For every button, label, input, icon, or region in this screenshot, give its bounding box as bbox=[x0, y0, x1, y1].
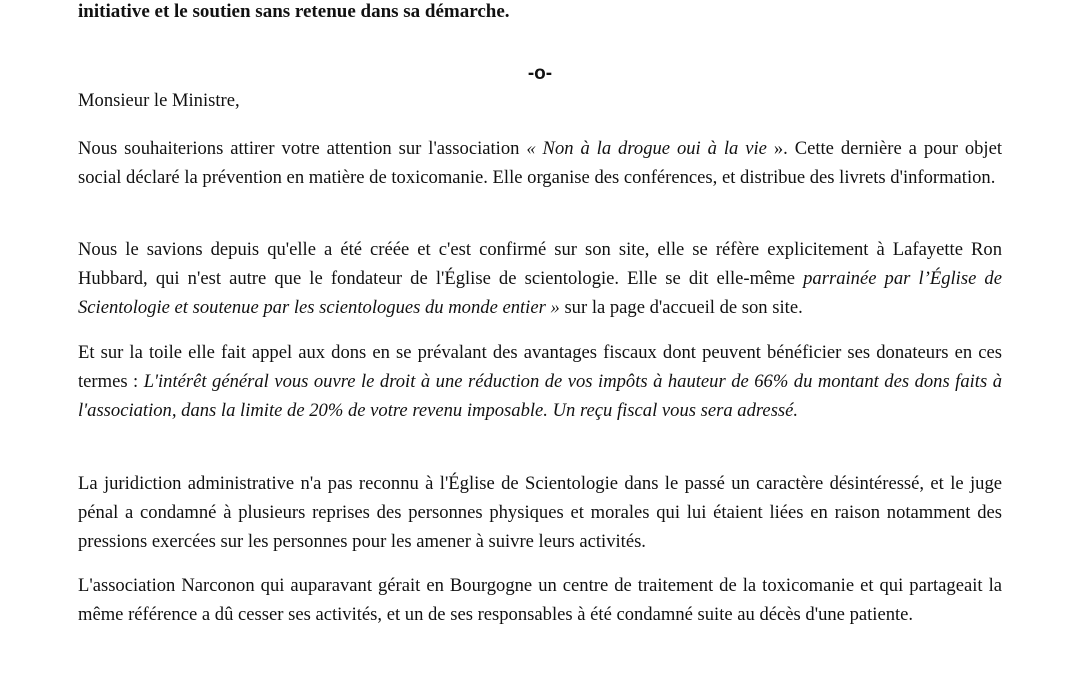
donation-quote: L'intérêt général vous ouvre le droit à une réduction de vos impôts à hauteur de 66% du montant des dons faits à l'association, dans la limite de 20% de votre revenu imposable. Un reçu fiscal vous sera adressé. bbox=[78, 371, 1002, 421]
paragraph-hubbard bbox=[78, 235, 1002, 322]
paragraph-hubbard-text-2: sur la page d'accueil de son site. bbox=[559, 297, 803, 318]
paragraph-association-text-1: Nous souhaiterions attirer votre attention sur l'association bbox=[78, 138, 527, 159]
section-separator: -o- bbox=[527, 63, 553, 84]
salutation: Monsieur le Ministre, bbox=[78, 90, 240, 111]
site-quote: parrainée par l’Église de Scientologie et soutenue par les scientologues du monde entier » bbox=[78, 268, 1002, 318]
lead-line: initiative et le soutien sans retenue dans sa démarche. bbox=[78, 1, 510, 22]
paragraph-narconon: L'association Narconon qui auparavant gérait en Bourgogne un centre de traitement de la toxicomanie et qui partageait la même référence a dû cesser ses activités, et un de ses responsables à été condamné suite au décès d'une patiente. bbox=[78, 575, 1002, 625]
paragraph-hubbard-text-1: Nous le savions depuis qu'elle a été créée et c'est confirmé sur son site, elle se réfère explicitement à Lafayette Ron Hubbard, qui n'est autre que le fondateur de l'Église de scientologie. Elle se dit elle-même bbox=[78, 239, 1002, 289]
association-name: « Non à la drogue oui à la vie bbox=[526, 138, 774, 159]
paragraph-donations-text: Et sur la toile elle fait appel aux dons en se prévalant des avantages fiscaux dont peuvent bénéficier ses donateurs en ces termes : bbox=[78, 342, 1002, 392]
paragraph-association-text-2: ». Cette dernière a pour objet social déclaré la prévention en matière de toxicomanie. Elle organise des conférences, et distribue des livrets d'information. bbox=[78, 138, 1003, 188]
paragraph-jurisdiction: La juridiction administrative n'a pas reconnu à l'Église de Scientologie dans le passé un caractère désintéressé, et le juge pénal a condamné à plusieurs reprises des personnes physiques et morales qui lui étaient liées en raison notamment des pressions exercées sur les personnes pour les amener à suivre leurs activités. bbox=[78, 473, 1002, 552]
paragraph-donations bbox=[78, 338, 1002, 425]
paragraph-association bbox=[78, 134, 1002, 192]
